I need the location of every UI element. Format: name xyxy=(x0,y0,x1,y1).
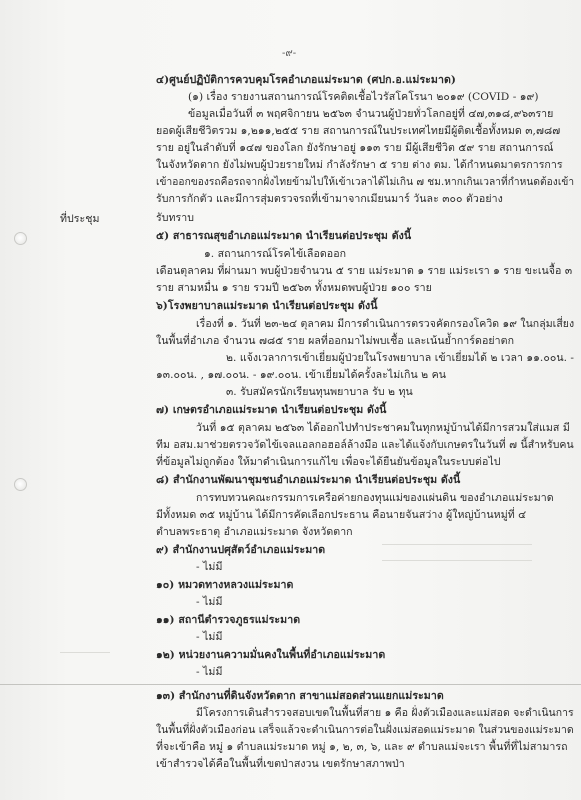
covid-report-line: ข้อมูลเมื่อวันที่ ๓ พฤศจิกายน ๒๕๖๓ จำนวนผู้ป่วยทั่วโลกอยู่ที่ ๔๗,๓๑๘,๙๖๓ราย xyxy=(188,108,554,120)
heading-13-land-office: ๑๓) สำนักงานที่ดินจังหวัดตาก สาขาแม่สอดส่วนแยกแม่ระมาด xyxy=(156,690,444,702)
hospital-item-1: เรื่องที่ ๑. วันที่ ๒๓-๒๔ ตุลาคม มีการดำเนินการตรวจคัดกรองโควิด ๑๙ ในกลุ่มเสี่ยง xyxy=(196,318,575,330)
community-line: มีทั้งหมด ๓๕ หมู่บ้าน ได้มีการคัดเลือกประธาน คือนายจันสว่าง ผู้ใหญ่บ้านหมู่ที่ ๔ xyxy=(156,509,527,521)
heading-9-livestock: ๙) สำนักงานปศุสัตว์อำเภอแม่ระมาด xyxy=(156,544,326,556)
dengue-subtitle: ๑. สถานการณ์โรคไข้เลือดออก xyxy=(204,248,347,260)
none-text: - ไม่มี xyxy=(196,631,223,643)
community-line: ตำบลพระธาตุ อำเภอแม่ระมาด จังหวัดตาก xyxy=(156,526,353,538)
covid-report-line: ราย อยู่ในลำดับที่ ๑๔๗ ของโลก ยังรักษาอยู่ ๑๑๓ ราย มีผู้เสียชีวิต ๕๙ ราย สถานการณ์ xyxy=(156,142,554,154)
bleed-through-line xyxy=(60,652,110,653)
dengue-line: ราย สามหมื่น ๑ ราย รวมปี ๒๕๖๓ ทั้งหมดพบผู้ป่วย ๑๐๐ ราย xyxy=(156,282,432,294)
none-text: - ไม่มี xyxy=(196,666,223,678)
land-office-line: เข้าสำรวจได้คือในพื้นที่เขตป่าสงวน เขตรักษาสภาพป่า xyxy=(156,758,405,770)
covid-report-title: (๑) เรื่อง รายงานสถานการณ์โรคติดเชื้อไวรัสโคโรนา ๒๐๑๙ (COVID - ๑๙) xyxy=(188,91,539,103)
agriculture-line: ทีม อสม.มาช่วยตรวจวัดไข้เจลแอลกอฮอล์ล้างมือ และได้แจ้งกับเกษตรในวันที่ ๗ นี้สำหรับคน xyxy=(156,439,574,451)
covid-report-line: ในจังหวัดตาก ยังไม่พบผู้ป่วยรายใหม่ กำลังรักษา ๕ ราย ต่าง ตม. ได้กำหนดมาตรการการ xyxy=(156,159,563,171)
hospital-item-1-cont: ในพื้นที่อำเภอ จำนวน ๗๘๕ ราย ผลที่ออกมาไม่พบเชื้อ และเน้นย้ำการ์ดอย่าตก xyxy=(156,335,515,347)
agriculture-line: ที่ข้อมูลไม่ถูกต้อง ให้มาดำเนินการแก้ไข เพื่อจะได้ยืนยันข้อมูลในระบบต่อไป xyxy=(156,456,501,468)
hospital-item-3: ๓. รับสมัครนักเรียนทุนพยาบาล รับ ๒ ทุน xyxy=(226,386,413,398)
community-line: การทบทวนคณะกรรมการเครือค่ายกองทุนแม่ของแผ่นดิน ของอำเภอแม่ระมาด xyxy=(196,492,554,504)
none-text: - ไม่มี xyxy=(196,596,223,608)
acknowledged-text: รับทราบ xyxy=(156,212,195,224)
paper-fold-line xyxy=(0,684,581,685)
hospital-item-2: ๒. แจ้งเวลาการเข้าเยี่ยมผู้ป่วยในโรงพยาบาล เข้าเยี่ยมได้ ๒ เวลา ๑๑.๐๐น. - xyxy=(226,352,575,364)
hospital-item-2-cont: ๑๓.๐๐น. , ๑๗.๐๐น. - ๑๙.๐๐น. เข้าเยี่ยมได้ครั้งละไม่เกิน ๒ คน xyxy=(156,369,447,381)
agriculture-line: วันที่ ๑๕ ตุลาคม ๒๕๖๓ ได้ออกไปทำประชาคมในทุกหมู่บ้านได้มีการสวมใส่แมส มี xyxy=(196,422,570,434)
heading-8-community-development: ๘) สำนักงานพัฒนาชุมชนอำเภอแม่ระมาด นำเรียนต่อประชุม ดังนี้ xyxy=(156,474,461,486)
sidebar-label: ที่ประชุม xyxy=(60,213,100,225)
covid-report-line: รับการกักตัว และมีการสุ่มตรวจรถที่เข้ามาจากเมียนมาร์ วันละ ๓๐๐ ตัวอย่าง xyxy=(156,193,503,205)
punch-hole xyxy=(14,478,27,491)
heading-7-agriculture: ๗) เกษตรอำเภอแม่ระมาด นำเรียนต่อประชุม ดังนี้ xyxy=(156,404,387,416)
land-office-line: มีโครงการเดินสำรวจสอบเขตในพื้นที่สาย ๑ คือ ฝั่งตัวเมืองและแม่สอด จะดำเนินการ xyxy=(196,707,574,719)
land-office-line: ในพื้นที่ฝั่งตัวเมืองก่อน เสร็จแล้วจะดำเนินการต่อในฝั่งแม่สอดแม่ระมาด ในส่วนของแม่ระมาด xyxy=(156,724,574,736)
land-office-line: ที่จะเข้าคือ หมู่ ๑ ตำบลแม่ระมาด หมู่ ๑, ๒, ๓, ๖, และ ๙ ตำบลแม่จะเรา พื้นที่ที่ไม่สามารถ xyxy=(156,741,568,753)
heading-12-security: ๑๒) หน่วยงานความมั่นคงในพื้นที่อำเภอแม่ระมาด xyxy=(156,649,386,661)
bleed-through-line xyxy=(382,544,532,545)
heading-10-highways: ๑๐) หมวดทางหลวงแม่ระมาด xyxy=(156,579,294,591)
punch-hole xyxy=(14,232,27,245)
heading-5-public-health: ๕) สาธารณสุขอำเภอแม่ระมาด นำเรียนต่อประชุม ดังนี้ xyxy=(156,230,412,242)
page-number: -๙- xyxy=(282,48,297,59)
none-text: - ไม่มี xyxy=(196,561,223,573)
bleed-through-line xyxy=(382,560,532,561)
covid-report-line: เข้าออกของรถคือรถจากฝั่งไทยข้ามไปให้เข้าเวลาได้ไม่เกิน ๗ ชม.หากเกินเวลาที่กำหนดต้องเข้า xyxy=(156,176,575,188)
dengue-line: เดือนตุลาคม ที่ผ่านมา พบผู้ป่วยจำนวน ๕ ราย แม่ระมาด ๑ ราย แม่ระเรา ๑ ราย ขะเนจื้อ ๓ xyxy=(156,265,573,277)
heading-6-hospital: ๖)โรงพยาบาลแม่ระมาด นำเรียนต่อประชุม ดังนี้ xyxy=(156,300,378,312)
covid-report-line: ยอดผู้เสียชีวิตรวม ๑,๒๑๑,๒๕๕ ราย สถานการณ์ในประเทศไทยมีผู้ติดเชื้อทั้งหมด ๓,๗๘๗ xyxy=(156,125,561,137)
heading-11-police: ๑๑) สถานีตำรวจภูธรแม่ระมาด xyxy=(156,614,301,626)
heading-4-disease-control-center: ๔)ศูนย์ปฏิบัติการควบคุมโรคอำเภอแม่ระมาด (ศปก.อ.แม่ระมาด) xyxy=(156,74,456,86)
